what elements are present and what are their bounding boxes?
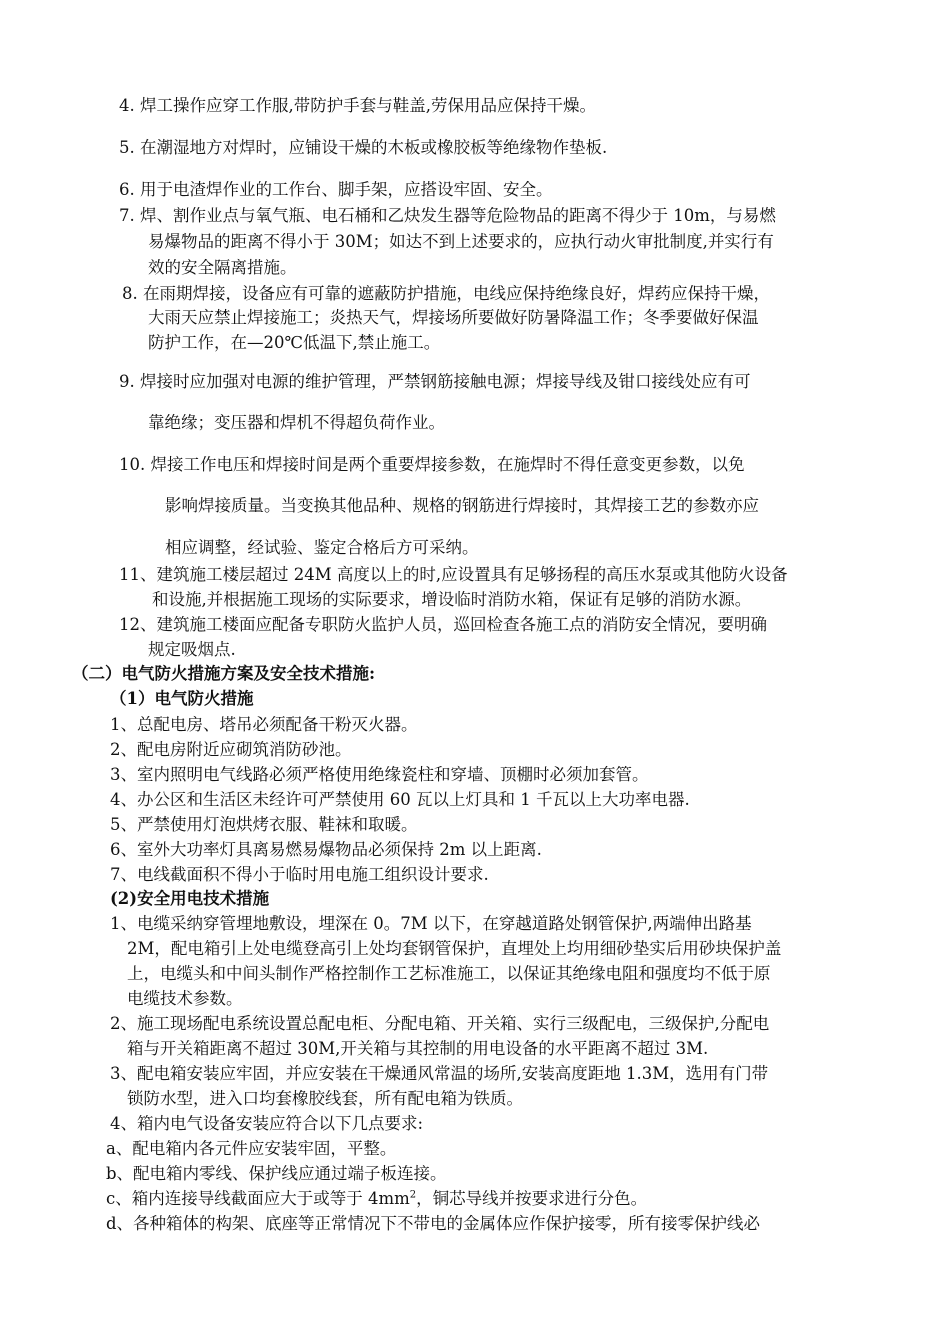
text-line: 4. 焊工操作应穿工作服,带防护手套与鞋盖,劳保用品应保持干燥。 xyxy=(119,96,596,115)
list-item: 1、电缆采纳穿管埋地敷设，埋深在 0。7M 以下，在穿越道路处钢管保护,两端伸出路基 xyxy=(110,914,752,933)
text-line: 锁防水型，进入口均套橡胶线套，所有配电箱为铁质。 xyxy=(127,1089,523,1108)
text-line: 影响焊接质量。当变换其他品种、规格的钢筋进行焊接时，其焊接工艺的参数亦应 xyxy=(165,496,759,515)
list-item: 4、箱内电气设备安装应符合以下几点要求: xyxy=(110,1114,424,1133)
subsection-heading: (2)安全用电技术措施 xyxy=(110,889,270,908)
list-item: 3、配电箱安装应牢固，并应安装在干燥通风常温的场所,安装高度距地 1.3M，选用有门带 xyxy=(110,1064,769,1083)
text-line: 6. 用于电渣焊作业的工作台、脚手架，应搭设牢固、安全。 xyxy=(119,180,553,199)
text-line: 2M，配电箱引上处电缆登高引上处均套钢管保护，直埋处上均用细砂垫实后用砂块保护盖 xyxy=(127,939,782,958)
text-line: 和设施,并根据施工现场的实际要求，增设临时消防水箱，保证有足够的消防水源。 xyxy=(152,590,752,609)
text-line: 12、建筑施工楼面应配备专职防火监护人员，巡回检查各施工点的消防安全情况，要明确 xyxy=(119,615,767,634)
list-item: 2、配电房附近应砌筑消防砂池。 xyxy=(110,740,352,759)
list-item: 3、室内照明电气线路必须严格使用绝缘瓷柱和穿墙、顶棚时必须加套管。 xyxy=(110,765,649,784)
text-line: 电缆技术参数。 xyxy=(127,989,243,1008)
list-item xyxy=(106,1189,647,1209)
list-item: d、各种箱体的构架、底座等正常情况下不带电的金属体应作保护接零，所有接零保护线必 xyxy=(106,1214,761,1233)
text-line: 规定吸烟点. xyxy=(148,640,236,659)
text-line: 防护工作，在—20℃低温下,禁止施工。 xyxy=(148,333,441,352)
text-line: 7. 焊、割作业点与氧气瓶、电石桶和乙炔发生器等危险物品的距离不得少于 10m，与易燃 xyxy=(119,206,776,225)
superscript: 2 xyxy=(409,1189,417,1201)
section-heading: （二）电气防火措施方案及安全技术措施: xyxy=(72,664,376,683)
text-line: 11、建筑施工楼层超过 24M 高度以上的时,应设置具有足够扬程的高压水泵或其他防火设备 xyxy=(119,565,788,584)
text-segment: c、箱内连接导线截面应大于或等于 4mm xyxy=(106,1189,410,1208)
text-line: 上，电缆头和中间头制作严格控制作工艺标准施工，以保证其绝缘电阻和强度均不低于原 xyxy=(127,964,771,983)
text-line: 相应调整，经试验、鉴定合格后方可采纳。 xyxy=(165,538,479,557)
list-item: b、配电箱内零线、保护线应通过端子板连接。 xyxy=(106,1164,447,1183)
list-item: 4、办公区和生活区未经许可严禁使用 60 瓦以上灯具和 1 千瓦以上大功率电器. xyxy=(110,790,690,809)
list-item: 6、室外大功率灯具离易燃易爆物品必须保持 2m 以上距离. xyxy=(110,840,542,859)
text-segment: ，铜芯导线并按要求进行分色。 xyxy=(416,1189,648,1208)
text-line: 箱与开关箱距离不超过 30M,开关箱与其控制的用电设备的水平距离不超过 3M. xyxy=(127,1039,709,1058)
text-line: 10. 焊接工作电压和焊接时间是两个重要焊接参数，在施焊时不得任意变更参数，以免 xyxy=(119,455,745,474)
text-line: 大雨天应禁止焊接施工；炎热天气，焊接场所要做好防暑降温工作；冬季要做好保温 xyxy=(148,308,759,327)
text-line: 靠绝缘；变压器和焊机不得超负荷作业。 xyxy=(148,413,445,432)
text-line: 9. 焊接时应加强对电源的维护管理，严禁钢筋接触电源；焊接导线及钳口接线处应有可 xyxy=(119,372,751,391)
list-item: 1、总配电房、塔吊必须配备干粉灭火器。 xyxy=(110,715,418,734)
text-line: 易爆物品的距离不得小于 30M；如达不到上述要求的，应执行动火审批制度,并实行有 xyxy=(148,232,774,251)
list-item: a、配电箱内各元件应安装牢固，平整。 xyxy=(106,1139,397,1158)
subsection-heading: （1）电气防火措施 xyxy=(110,689,254,708)
list-item: 2、施工现场配电系统设置总配电柜、分配电箱、开关箱、实行三级配电，三级保护,分配电 xyxy=(110,1014,770,1033)
list-item: 5、严禁使用灯泡烘烤衣服、鞋袜和取暖。 xyxy=(110,815,418,834)
text-line: 5. 在潮湿地方对焊时，应铺设干燥的木板或橡胶板等绝缘物作垫板. xyxy=(119,138,608,157)
text-line: 效的安全隔离措施。 xyxy=(148,258,297,277)
list-item: 7、电线截面积不得小于临时用电施工组织设计要求. xyxy=(110,865,489,884)
text-line: 8. 在雨期焊接，设备应有可靠的遮蔽防护措施，电线应保持绝缘良好，焊药应保持干燥， xyxy=(122,284,770,303)
